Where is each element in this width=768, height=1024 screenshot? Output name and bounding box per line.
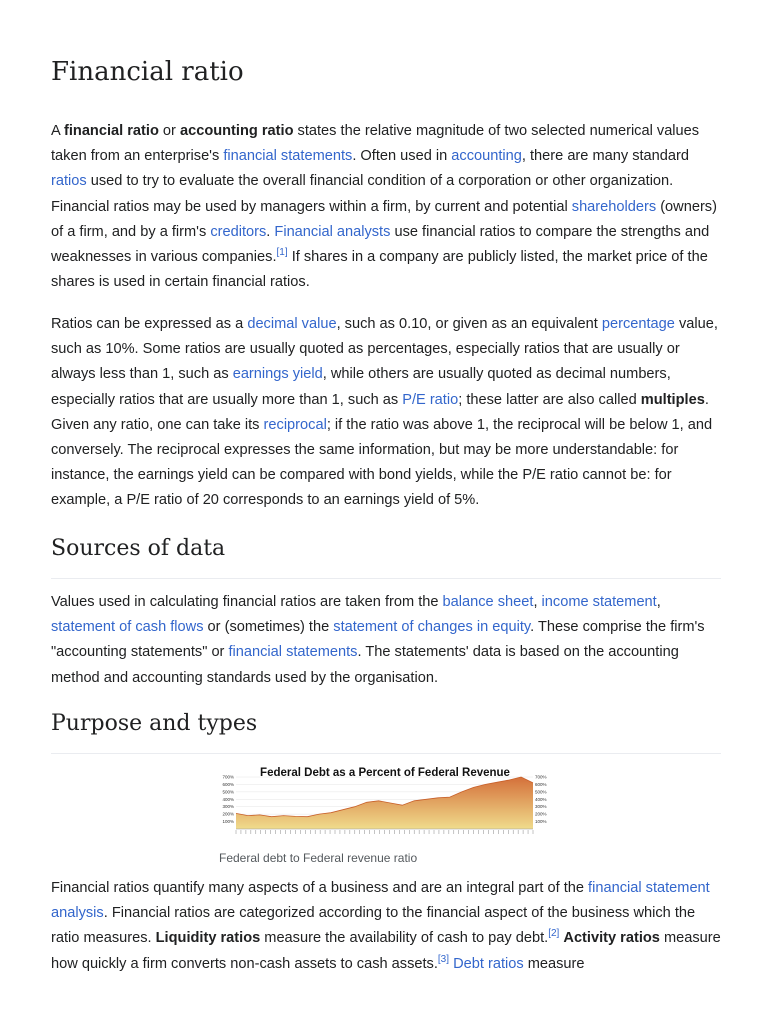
link-debt-ratios[interactable]: Debt ratios xyxy=(453,955,524,972)
figure-caption: Federal debt to Federal revenue ratio xyxy=(219,851,418,865)
section-title-sources: Sources of data xyxy=(51,536,226,561)
y-tick-label: 200% xyxy=(535,811,547,817)
intro-paragraph: A financial ratio or accounting ratio states the relative magnitude of two selected numerical values taken from an enterprise's financial statements. Often used in accounting, there are many standard ratios used to try to evaluate the overall financial condition of a corporation or other organization. Financial ratios may be used by managers within a firm, by current and potential shareholders (owners) of a firm, and by a firm's creditors. Financial analysts use financial ratios to compare the strengths and weaknesses in various companies.[1] If shares in a company are publicly listed, the market price of the shares is used in certain financial ratios. xyxy=(51,123,717,291)
y-tick-label: 400% xyxy=(222,796,234,802)
link-accounting[interactable]: accounting xyxy=(451,148,522,165)
figure-debt-ratio[interactable] xyxy=(219,763,549,865)
y-tick-label: 400% xyxy=(535,796,547,802)
link-pe-ratio[interactable]: P/E ratio xyxy=(402,391,459,408)
y-tick-label: 100% xyxy=(222,819,234,825)
y-tick-label: 100% xyxy=(535,819,547,825)
link-ratios[interactable]: ratios xyxy=(51,173,87,190)
debt-ratio-chart xyxy=(219,763,549,845)
y-tick-label: 700% xyxy=(535,774,547,780)
link-creditors[interactable]: creditors xyxy=(210,223,267,240)
link-reciprocal[interactable]: reciprocal xyxy=(263,416,327,433)
term-accounting-ratio: accounting ratio xyxy=(179,123,294,139)
link-balance-sheet[interactable]: balance sheet xyxy=(442,594,534,610)
term-activity-ratios: Activity ratios xyxy=(563,930,660,947)
link-financial-analysts[interactable]: Financial analysts xyxy=(274,223,391,240)
link-percentage[interactable]: percentage xyxy=(601,316,675,332)
link-financial-statement-analysis[interactable]: financial statement analysis xyxy=(51,880,710,922)
link-shareholders[interactable]: shareholders xyxy=(571,198,657,215)
ratios-paragraph: Ratios can be expressed as a decimal value, such as 0.10, or given as an equivalent percentage value, such as 10%. Some ratios are usually quoted as percentages, especially ratios that are usually or always less than 1, such as earnings yield, while others are usually quoted as decimal numbers, especially ratios that are usually more than 1, such as P/E ratio; these latter are also called multiples. Given any ratio, one can take its reciprocal; if the ratio was above 1, the reciprocal will be below 1, and conversely. The reciprocal expresses the same information, but may be more understandable: for instance, the earnings yield can be compared with bond yields, while the P/E ratio cannot be: for example, a P/E ratio of 20 corresponds to an earnings yield of 5%. xyxy=(51,316,718,509)
y-tick-label: 200% xyxy=(222,811,234,817)
link-financial-statements-2[interactable]: financial statements xyxy=(228,644,358,661)
sources-paragraph: Values used in calculating financial ratios are taken from the balance sheet, income statement, statement of cash flows or (sometimes) the statement of changes in equity. These comprise the firm's "accounting statements" or financial statements. The statements' data is based on the accounting method and accounting standards used by the organisation. xyxy=(51,594,705,686)
y-tick-label: 300% xyxy=(222,804,234,810)
reference-1[interactable]: [1] xyxy=(276,247,288,259)
y-tick-label: 500% xyxy=(535,789,547,795)
reference-2[interactable]: [2] xyxy=(548,928,560,940)
y-tick-label: 500% xyxy=(222,789,234,795)
y-tick-label: 700% xyxy=(222,774,234,780)
term-financial-ratio: financial ratio xyxy=(63,123,159,139)
link-statement-of-cash-flows[interactable]: statement of cash flows xyxy=(51,619,204,636)
reference-3[interactable]: [3] xyxy=(437,953,450,965)
section-title-purpose: Purpose and types xyxy=(51,711,258,736)
y-tick-label: 600% xyxy=(222,781,234,787)
term-liquidity-ratios: Liquidity ratios xyxy=(155,930,261,947)
link-statement-of-changes-in-equity[interactable]: statement of changes in equity xyxy=(333,619,531,636)
purpose-paragraph: Financial ratios quantify many aspects of a business and are an integral part of the financial statement analysis. Financial ratios are categorized according to the financial aspect of the business which the ratio measures. Liquidity ratios measure the availability of cash to pay debt.[2] Activity ratios measure how quickly a firm converts non-cash assets to cash assets.[3] Debt ratios measure xyxy=(51,880,721,972)
y-tick-label: 300% xyxy=(535,804,547,810)
link-income-statement[interactable]: income statement xyxy=(541,594,657,610)
link-decimal-value[interactable]: decimal value xyxy=(247,316,337,332)
term-multiples: multiples xyxy=(640,391,705,408)
link-financial-statements[interactable]: financial statements xyxy=(223,148,353,165)
page-title: Financial ratio xyxy=(51,57,244,87)
section-purpose-heading xyxy=(51,711,721,754)
link-earnings-yield[interactable]: earnings yield xyxy=(232,366,323,383)
y-tick-label: 600% xyxy=(535,781,547,787)
section-sources-heading xyxy=(51,536,721,579)
chart-area-series xyxy=(236,777,533,829)
chart-title: Federal Debt as a Percent of Federal Revenue xyxy=(260,767,510,779)
